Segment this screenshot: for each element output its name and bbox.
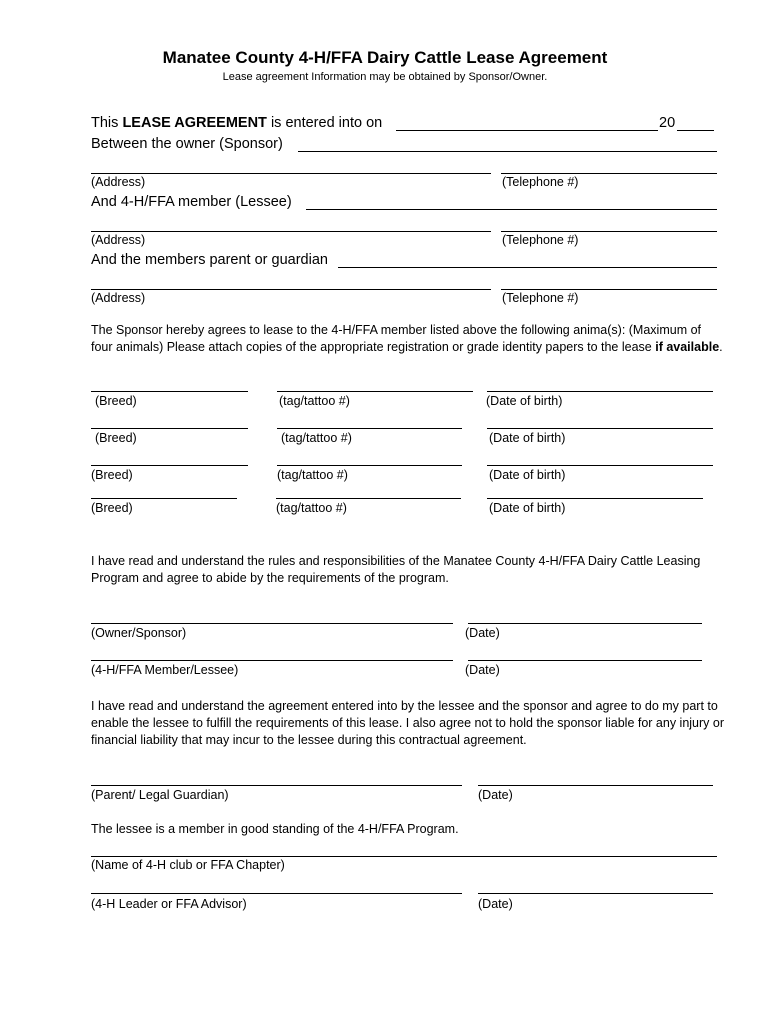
leader-date-field[interactable] [478, 893, 713, 894]
owner-signature-field[interactable] [91, 623, 453, 624]
dob-field-3[interactable] [487, 465, 713, 466]
intro-this: This [91, 115, 119, 131]
owner-address-field[interactable] [91, 173, 491, 174]
tag-field-4[interactable] [276, 498, 461, 499]
breed-label-1: (Breed) [95, 394, 137, 408]
tag-label-3: (tag/tattoo #) [277, 468, 348, 482]
form-subtitle: Lease agreement Information may be obtained by Sponsor/Owner. [222, 71, 548, 83]
parent-guardian-label: And the members parent or guardian [91, 252, 328, 268]
agreement-year-field[interactable] [677, 130, 714, 131]
lessee-date-label: (Date) [465, 663, 500, 677]
club-name-label: (Name of 4-H club or FFA Chapter) [91, 858, 285, 872]
animals-paragraph-text: The Sponsor hereby agrees to lease to the 4-H/FFA member listed above the following anima(s): (Maximum of four animals) Please attach copies of the appropriate registration or grade identity papers to the lease [91, 323, 702, 354]
leader-signature-field[interactable] [91, 893, 462, 894]
form-title: Manatee County 4-H/FFA Dairy Cattle Lease Agreement [162, 48, 608, 67]
intro-entered-into: is entered into on [270, 115, 383, 131]
rules-statement: I have read and understand the rules and responsibilities of the Manatee County 4-H/FFA Dairy Cattle Leasing Program and agree to abide by the requirements of the program. [91, 554, 701, 585]
intro-line [91, 115, 382, 131]
parent-name-field[interactable] [338, 267, 717, 268]
animals-if-available: if available [655, 340, 720, 354]
owner-telephone-field[interactable] [501, 173, 717, 174]
lessee-address-label: (Address) [91, 233, 146, 247]
guardian-date-field[interactable] [478, 785, 713, 786]
dob-field-2[interactable] [487, 428, 713, 429]
good-standing-statement: The lessee is a member in good standing of the 4-H/FFA Program. [91, 822, 459, 836]
owner-date-label: (Date) [465, 626, 500, 640]
parent-telephone-field[interactable] [501, 289, 717, 290]
lessee-label: And 4-H/FFA member (Lessee) [91, 194, 292, 210]
owner-date-field[interactable] [468, 623, 702, 624]
lessee-telephone-label: (Telephone #) [502, 233, 579, 247]
dob-label-1: (Date of birth) [486, 394, 563, 408]
year-prefix: 20 [659, 115, 676, 131]
club-name-field[interactable] [91, 856, 717, 857]
owner-sponsor-label: Between the owner (Sponsor) [91, 136, 283, 152]
guardian-statement: I have read and understand the agreement entered into by the lessee and the sponsor and agree to do my part to enable the lessee to fulfill the requirements of this lease. I also agree not to hold the sponsor liable for any injury or financial liability that may incur to the lessee during this contractual agreement. [91, 699, 725, 747]
guardian-signature-label: (Parent/ Legal Guardian) [91, 788, 229, 802]
tag-label-1: (tag/tattoo #) [279, 394, 350, 408]
dob-label-4: (Date of birth) [489, 501, 566, 515]
breed-field-1[interactable] [91, 391, 248, 392]
dob-field-4[interactable] [487, 498, 703, 499]
owner-telephone-label: (Telephone #) [502, 175, 579, 189]
dob-label-2: (Date of birth) [489, 431, 566, 445]
breed-label-3: (Breed) [91, 468, 133, 482]
tag-label-2: (tag/tattoo #) [281, 431, 352, 445]
animals-paragraph-end: . [719, 340, 723, 354]
breed-field-4[interactable] [91, 498, 237, 499]
leader-date-label: (Date) [478, 897, 513, 911]
owner-signature-label: (Owner/Sponsor) [91, 626, 187, 640]
intro-lease-agreement: LEASE AGREEMENT [122, 115, 267, 131]
breed-field-2[interactable] [91, 428, 248, 429]
tag-field-2[interactable] [277, 428, 462, 429]
lessee-address-field[interactable] [91, 231, 491, 232]
lessee-signature-label: (4-H/FFA Member/Lessee) [91, 663, 239, 677]
tag-field-1[interactable] [277, 391, 473, 392]
tag-field-3[interactable] [277, 465, 462, 466]
parent-telephone-label: (Telephone #) [502, 291, 579, 305]
owner-address-label: (Address) [91, 175, 146, 189]
breed-field-3[interactable] [91, 465, 248, 466]
dob-label-3: (Date of birth) [489, 468, 566, 482]
parent-address-field[interactable] [91, 289, 491, 290]
leader-signature-label: (4-H Leader or FFA Advisor) [91, 897, 247, 911]
breed-label-2: (Breed) [95, 431, 137, 445]
tag-label-4: (tag/tattoo #) [276, 501, 347, 515]
agreement-date-field[interactable] [396, 130, 658, 131]
breed-label-4: (Breed) [91, 501, 133, 515]
parent-address-label: (Address) [91, 291, 146, 305]
guardian-date-label: (Date) [478, 788, 513, 802]
lessee-date-field[interactable] [468, 660, 702, 661]
lessee-telephone-field[interactable] [501, 231, 717, 232]
lessee-signature-field[interactable] [91, 660, 453, 661]
dob-field-1[interactable] [487, 391, 713, 392]
owner-name-field[interactable] [298, 151, 717, 152]
lessee-name-field[interactable] [306, 209, 717, 210]
animals-paragraph [91, 322, 723, 356]
guardian-signature-field[interactable] [91, 785, 462, 786]
